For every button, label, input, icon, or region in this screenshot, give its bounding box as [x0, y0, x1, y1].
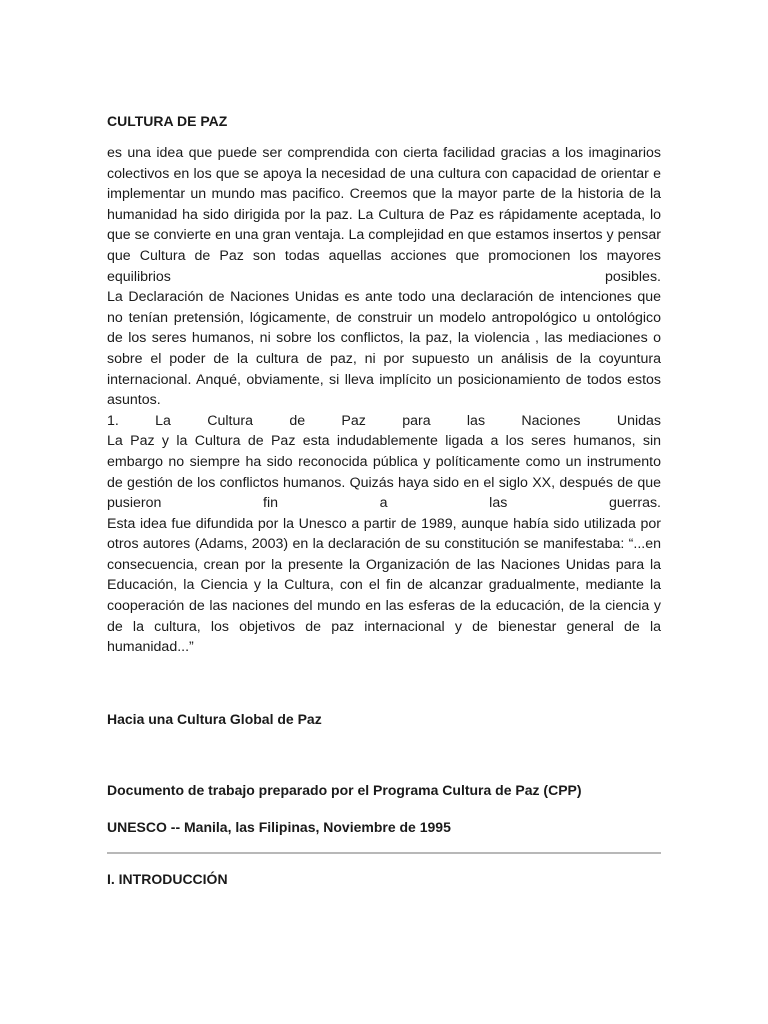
document-body: [107, 143, 661, 658]
heading-place-date: UNESCO -- Manila, las Filipinas, Noviembre de 1995: [107, 819, 451, 835]
heading-global-culture: Hacia una Cultura Global de Paz: [107, 711, 322, 727]
section-heading-numbered: 1. La Cultura de Paz para las Naciones Unidas: [107, 412, 661, 429]
paragraph: Esta idea fue difundida por la Unesco a partir de 1989, aunque había sido utilizada por otros autores (Adams, 2003) en la declaración de su constitución se manifestaba: “...en consecuencia, crean por la presente la Organización de las Naciones Unidas para la Educación, la Ciencia y la Cultura, con el fin de alcanzar gradualmente, mediante la cooperación de las naciones del mundo en las esferas de la educación, de la ciencia y de la cultura, los objetivos de paz internacional y de bienestar general de la humanidad...”: [107, 515, 661, 656]
horizontal-rule: [107, 852, 661, 854]
heading-introduction: I. INTRODUCCIÓN: [107, 871, 228, 887]
document-title: CULTURA DE PAZ: [107, 113, 228, 129]
paragraph: La Declaración de Naciones Unidas es ante todo una declaración de intenciones que no tenían pretensión, lógicamente, de construir un modelo antropológico u ontológico de los seres humanos, ni sobre los conflictos, la paz, la violencia , las mediaciones o sobre el poder de la cultura de paz, ni por supuesto un análisis de la coyuntura internacional. Anqué, obviamente, si lleva implícito un posicionamiento de todos estos asuntos.: [107, 289, 661, 409]
paragraph: La Paz y la Cultura de Paz esta indudablemente ligada a los seres humanos, sin embargo no siempre ha sido reconocida pública y políticamente como un instrumento de gestión de los conflictos humanos. Quizás haya sido en el siglo XX, después de que pusieron fin a las guerras.: [107, 433, 661, 512]
paragraph: es una idea que puede ser comprendida con cierta facilidad gracias a los imaginarios colectivos en los que se apoya la necesidad de una cultura con capacidad de orientar e implementar un mundo mas pacifico. Creemos que la mayor parte de la historia de la humanidad ha sido dirigida por la paz. La Cultura de Paz es rápidamente aceptada, lo que se convierte en una gran ventaja. La complejidad en que estamos insertos y pensar que Cultura de Paz son todas aquellas acciones que promocionen los mayores equilibrios posibles.: [107, 145, 661, 285]
heading-working-document: Documento de trabajo preparado por el Programa Cultura de Paz (CPP): [107, 782, 582, 798]
